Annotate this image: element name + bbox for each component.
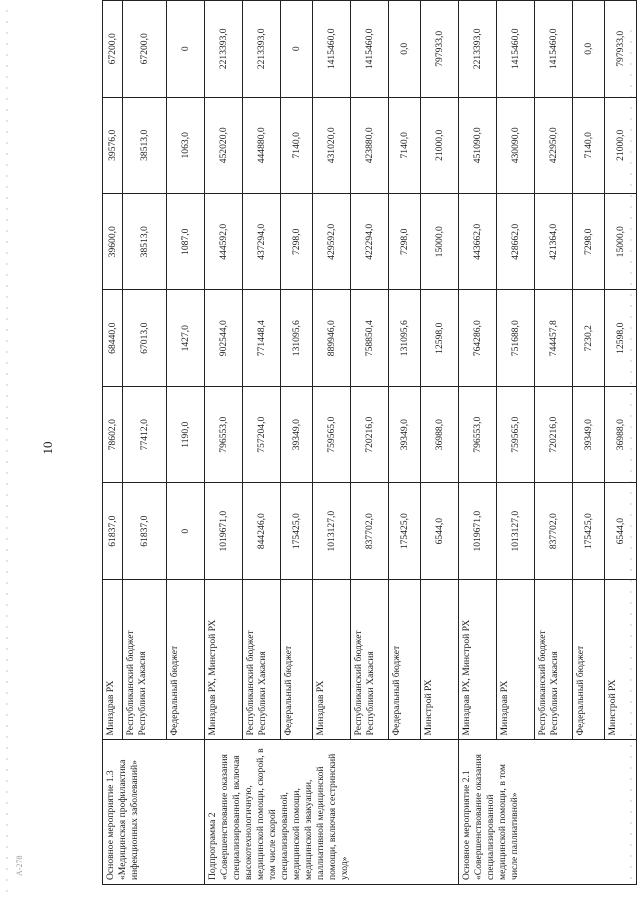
amount-cell: 796553,0 <box>459 386 497 482</box>
amount-cell: 744457,8 <box>535 290 573 386</box>
funding-source-cell: Минздрав РХ, Минстрой РХ <box>205 579 243 740</box>
amount-cell: 797933,0 <box>421 1 459 98</box>
amount-cell: 1415460,0 <box>313 1 351 98</box>
page-number: 10 <box>40 441 55 455</box>
amount-cell: 444592,0 <box>205 194 243 290</box>
amount-cell: 12598,0 <box>605 290 637 386</box>
amount-cell: 7140,0 <box>281 97 313 193</box>
amount-cell: 1019671,0 <box>459 483 497 579</box>
amount-cell: 7140,0 <box>573 97 605 193</box>
table-row <box>103 1 123 885</box>
amount-cell: 36988,0 <box>421 386 459 482</box>
budget-table <box>102 0 637 885</box>
amount-cell: 6544,0 <box>605 483 637 579</box>
funding-source-cell: Федеральный бюджет <box>573 579 605 740</box>
amount-cell: 1415460,0 <box>535 1 573 98</box>
amount-cell: 1013127,0 <box>313 483 351 579</box>
amount-cell: 1019671,0 <box>205 483 243 579</box>
amount-cell: 452020,0 <box>205 97 243 193</box>
amount-cell: 1063,0 <box>167 97 205 193</box>
funding-source-cell: Республиканский бюджет Республики Хакасия <box>123 579 167 740</box>
corner-stamp: А-278 <box>15 855 24 876</box>
amount-cell: 751688,0 <box>497 290 535 386</box>
amount-cell: 6544,0 <box>421 483 459 579</box>
amount-cell: 428662,0 <box>497 194 535 290</box>
program-name-cell: Основное мероприятие 1.3 «Медицинская профилактика инфекционных заболеваний» <box>103 740 205 885</box>
amount-cell: 1415460,0 <box>351 1 389 98</box>
amount-cell: 451090,0 <box>459 97 497 193</box>
amount-cell: 1427,0 <box>167 290 205 386</box>
amount-cell: 437294,0 <box>243 194 281 290</box>
amount-cell: 7298,0 <box>281 194 313 290</box>
amount-cell: 0,0 <box>573 1 605 98</box>
amount-cell: 771448,4 <box>243 290 281 386</box>
amount-cell: 797933,0 <box>605 1 637 98</box>
budget-table-body <box>103 1 637 885</box>
amount-cell: 12598,0 <box>421 290 459 386</box>
rotated-table-wrapper <box>102 0 626 885</box>
amount-cell: 758850,4 <box>351 290 389 386</box>
amount-cell: 431020,0 <box>313 97 351 193</box>
amount-cell: 61837,0 <box>123 483 167 579</box>
amount-cell: 175425,0 <box>281 483 313 579</box>
amount-cell: 7298,0 <box>573 194 605 290</box>
amount-cell: 67200,0 <box>103 1 123 98</box>
amount-cell: 759565,0 <box>497 386 535 482</box>
amount-cell: 844246,0 <box>243 483 281 579</box>
amount-cell: 39349,0 <box>281 386 313 482</box>
amount-cell: 422950,0 <box>535 97 573 193</box>
amount-cell: 759565,0 <box>313 386 351 482</box>
funding-source-cell: Республиканский бюджет Республики Хакасия <box>535 579 573 740</box>
amount-cell: 1087,0 <box>167 194 205 290</box>
amount-cell: 889946,0 <box>313 290 351 386</box>
amount-cell: 38513,0 <box>123 194 167 290</box>
funding-source-cell: Республиканский бюджет Республики Хакасия <box>243 579 281 740</box>
program-name-cell: Подпрограмма 2 «Совершенствование оказания специализированной, включая высокотехнологичную, медицинской помощи, скорой, в том числе скорой специализированной, медицинской помощи, медицинской эвакуации, паллиативной медицинской помощи, включая сестринский уход» <box>205 740 459 885</box>
amount-cell: 67013,0 <box>123 290 167 386</box>
amount-cell: 131095,6 <box>389 290 421 386</box>
amount-cell: 421364,0 <box>535 194 573 290</box>
table-row <box>459 1 497 885</box>
funding-source-cell: Минстрой РХ <box>421 579 459 740</box>
amount-cell: 77412,0 <box>123 386 167 482</box>
funding-source-cell: Минздрав РХ <box>497 579 535 740</box>
amount-cell: 2213393,0 <box>205 1 243 98</box>
amount-cell: 21000,0 <box>421 97 459 193</box>
amount-cell: 39349,0 <box>573 386 605 482</box>
amount-cell: 444880,0 <box>243 97 281 193</box>
amount-cell: 443662,0 <box>459 194 497 290</box>
amount-cell: 0 <box>167 1 205 98</box>
amount-cell: 2213393,0 <box>243 1 281 98</box>
amount-cell: 720216,0 <box>535 386 573 482</box>
amount-cell: 175425,0 <box>389 483 421 579</box>
funding-source-cell: Минстрой РХ <box>605 579 637 740</box>
funding-source-cell: Минздрав РХ <box>313 579 351 740</box>
amount-cell: 175425,0 <box>573 483 605 579</box>
amount-cell: 7298,0 <box>389 194 421 290</box>
amount-cell: 429592,0 <box>313 194 351 290</box>
amount-cell: 796553,0 <box>205 386 243 482</box>
amount-cell: 423880,0 <box>351 97 389 193</box>
amount-cell: 0 <box>281 1 313 98</box>
amount-cell: 61837,0 <box>103 483 123 579</box>
amount-cell: 36988,0 <box>605 386 637 482</box>
amount-cell: 902544,0 <box>205 290 243 386</box>
amount-cell: 67200,0 <box>123 1 167 98</box>
amount-cell: 837702,0 <box>535 483 573 579</box>
amount-cell: 764286,0 <box>459 290 497 386</box>
amount-cell: 1013127,0 <box>497 483 535 579</box>
amount-cell: 38513,0 <box>123 97 167 193</box>
funding-source-cell: Федеральный бюджет <box>167 579 205 740</box>
amount-cell: 21000,0 <box>605 97 637 193</box>
amount-cell: 430090,0 <box>497 97 535 193</box>
amount-cell: 837702,0 <box>351 483 389 579</box>
funding-source-cell: Минздрав РХ, Минстрой РХ <box>459 579 497 740</box>
funding-source-cell: Федеральный бюджет <box>389 579 421 740</box>
amount-cell: 131095,6 <box>281 290 313 386</box>
funding-source-cell: Республиканский бюджет Республики Хакасия <box>351 579 389 740</box>
amount-cell: 2213393,0 <box>459 1 497 98</box>
amount-cell: 39600,0 <box>103 194 123 290</box>
amount-cell: 7230,2 <box>573 290 605 386</box>
amount-cell: 39349,0 <box>389 386 421 482</box>
amount-cell: 0 <box>167 483 205 579</box>
amount-cell: 720216,0 <box>351 386 389 482</box>
amount-cell: 7140,0 <box>389 97 421 193</box>
funding-source-cell: Минздрав РХ <box>103 579 123 740</box>
funding-source-cell: Федеральный бюджет <box>281 579 313 740</box>
table-row <box>205 1 243 885</box>
amount-cell: 0,0 <box>389 1 421 98</box>
amount-cell: 422294,0 <box>351 194 389 290</box>
amount-cell: 78602,0 <box>103 386 123 482</box>
amount-cell: 1190,0 <box>167 386 205 482</box>
amount-cell: 39576,0 <box>103 97 123 193</box>
amount-cell: 68440,0 <box>103 290 123 386</box>
amount-cell: 1415460,0 <box>497 1 535 98</box>
program-name-cell: Основное мероприятие 2.1 «Совершенствование оказания специализированной медицинской помощи, в том числе паллиативной» <box>459 740 637 885</box>
amount-cell: 15000,0 <box>421 194 459 290</box>
amount-cell: 15000,0 <box>605 194 637 290</box>
amount-cell: 757204,0 <box>243 386 281 482</box>
